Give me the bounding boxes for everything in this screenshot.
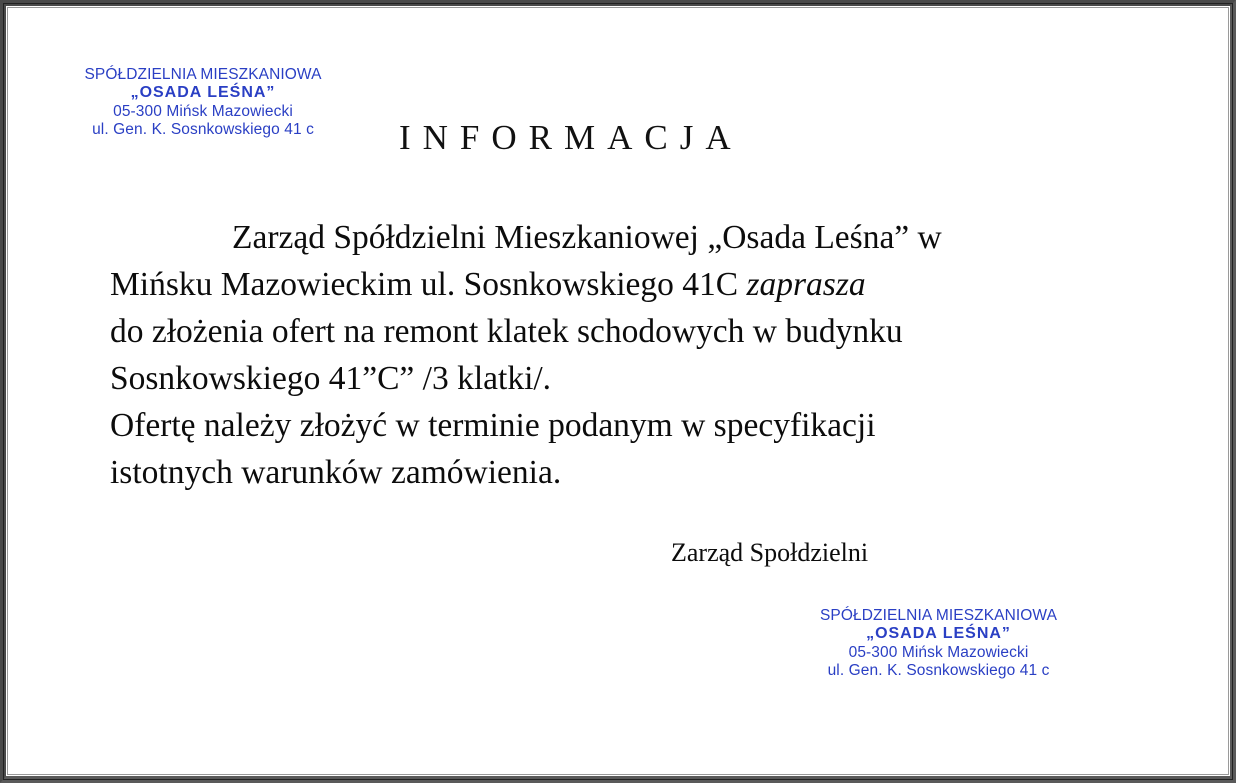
paragraph-line-2-text: Mińsku Mazowieckim ul. Sosnkowskiego 41C bbox=[110, 266, 747, 303]
stamp-org-name: „OSADA LEŚNA” bbox=[866, 625, 1011, 643]
paragraph-line-2 bbox=[110, 261, 1120, 308]
paragraph-line-1 bbox=[110, 214, 1120, 261]
stamp-org-name: „OSADA LEŚNA” bbox=[130, 84, 276, 102]
stamp-org-type: SPÓŁDZIELNIA MIESZKANIOWA bbox=[84, 66, 322, 83]
paragraph-line-3: do złożenia ofert na remont klatek schodowych w budynku bbox=[110, 313, 903, 350]
paragraph-line-5: Ofertę należy złożyć w terminie podanym w specyfikacji bbox=[110, 407, 876, 444]
stamp-street: ul. Gen. K. Sosnkowskiego 41 c bbox=[827, 662, 1050, 680]
stamp-street: ul. Gen. K. Sosnkowskiego 41 c bbox=[92, 121, 314, 139]
cooperative-stamp-top bbox=[63, 66, 343, 140]
cooperative-stamp-bottom bbox=[796, 607, 1081, 681]
signature: Zarząd Społdzielni bbox=[671, 538, 869, 567]
document-title: INFORMACJA bbox=[399, 118, 743, 157]
stamp-org-type: SPÓŁDZIELNIA MIESZKANIOWA bbox=[819, 607, 1058, 624]
announcement-paragraph bbox=[110, 214, 1120, 496]
paragraph-line-1-text: Zarząd Spółdzielni Mieszkaniowej „Osada Leśna” w bbox=[232, 219, 942, 256]
stamp-city: 05-300 Mińsk Mazowiecki bbox=[113, 103, 293, 121]
paragraph-line-6: istotnych warunków zamówienia. bbox=[110, 454, 562, 491]
paragraph-line-4: Sosnkowskiego 41”C” /3 klatki/. bbox=[110, 360, 552, 397]
stamp-city: 05-300 Mińsk Mazowiecki bbox=[848, 644, 1029, 662]
invite-word: zaprasza bbox=[746, 266, 866, 303]
